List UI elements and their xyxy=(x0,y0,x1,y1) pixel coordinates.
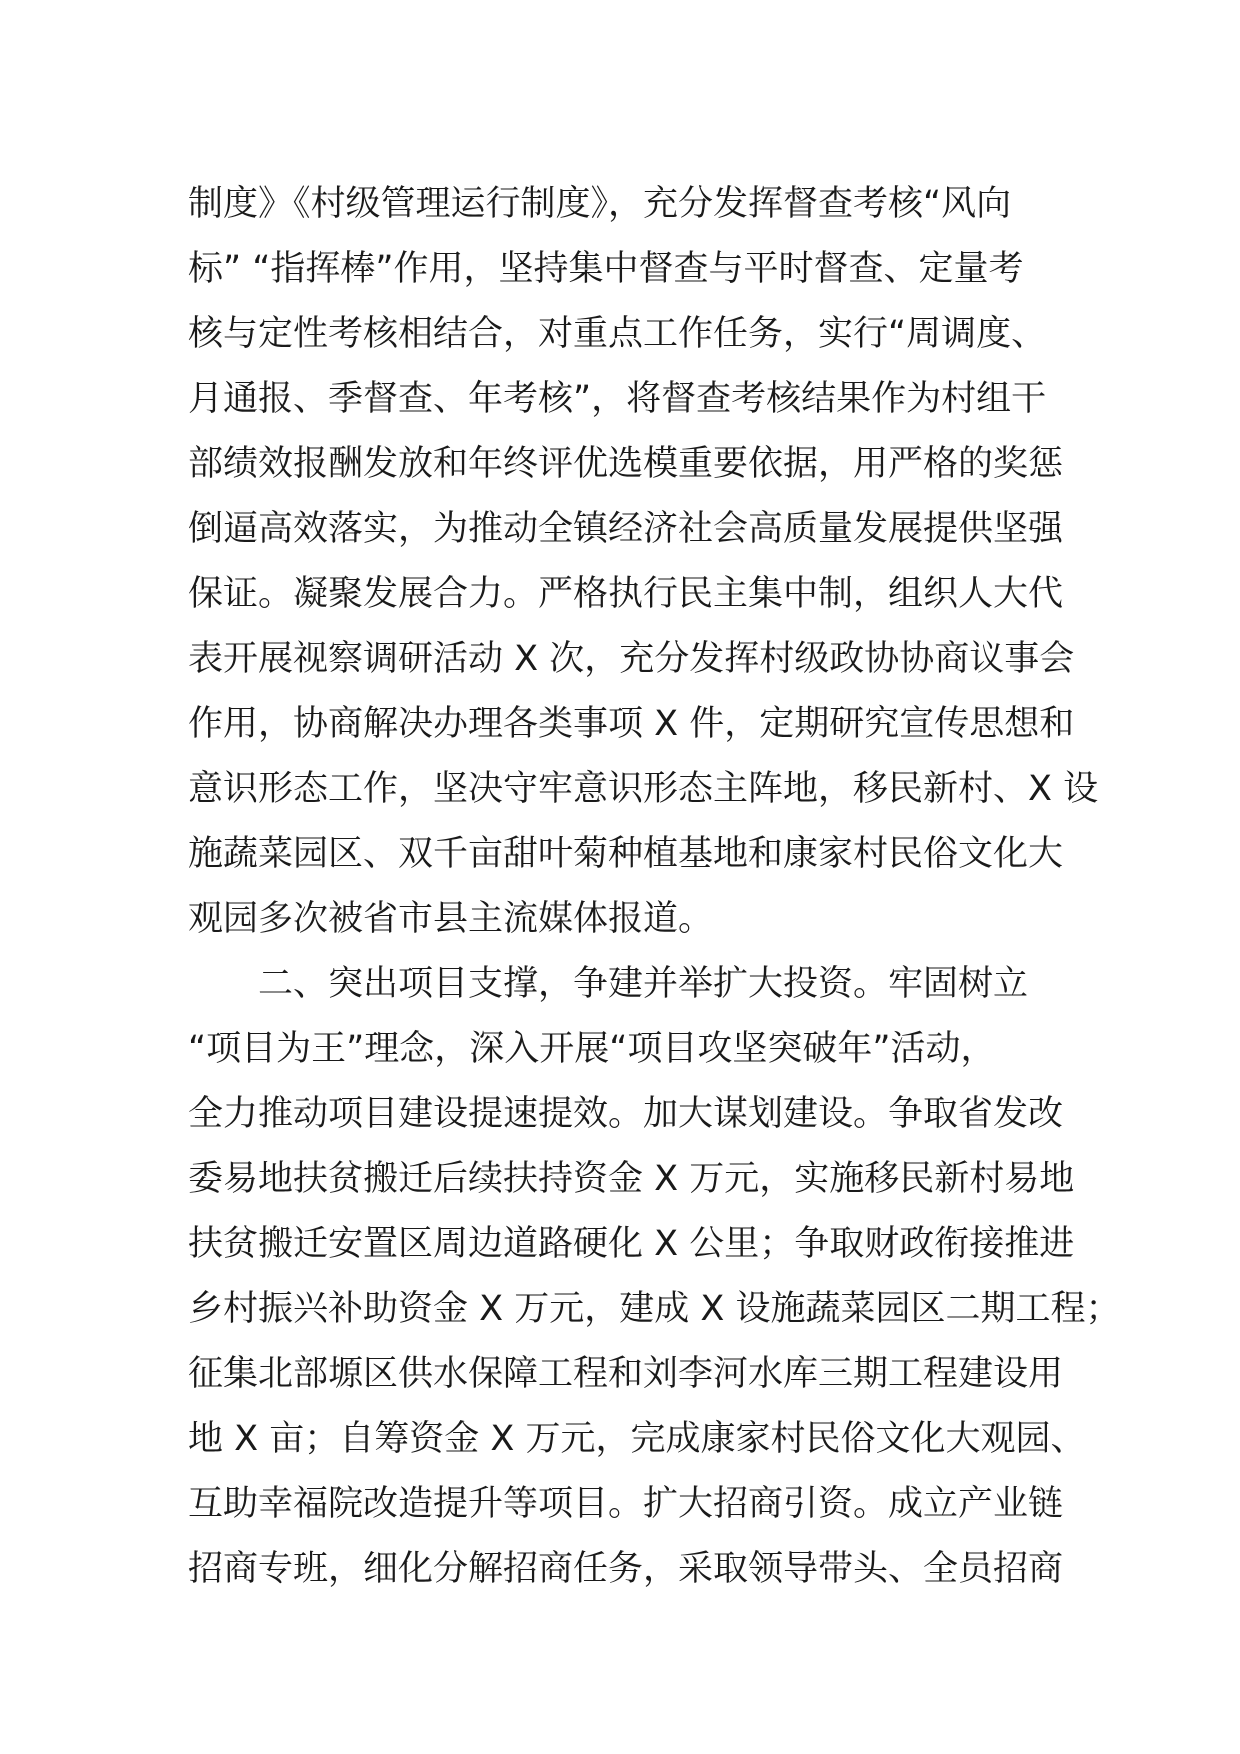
section-heading-line: 二、突出项目支撑，争建并举扩大投资。牢固树立 xyxy=(258,964,1029,1004)
text-line: 互助幸福院改造提升等项目。扩大招商引资。成立产业链 xyxy=(188,1484,1064,1524)
text-line: 乡村振兴补助资金 X 万元，建成 X 设施蔬菜园区二期工程； xyxy=(188,1289,1121,1329)
text-line: 作用，协商解决办理各类事项 X 件，定期研究宣传思想和 xyxy=(188,704,1075,744)
text-line: 倒逼高效落实，为推动全镇经济社会高质量发展提供坚强 xyxy=(188,509,1064,549)
text-line: 委易地扶贫搬迁后续扶持资金 X 万元，实施移民新村易地 xyxy=(188,1159,1075,1199)
text-line: 施蔬菜园区、双千亩甜叶菊种植基地和康家村民俗文化大 xyxy=(188,834,1064,874)
body-text xyxy=(188,172,1121,1602)
text-line: 部绩效报酬发放和年终评优选模重要依据，用严格的奖惩 xyxy=(188,444,1064,484)
text-line: 标” “指挥棒”作用，坚持集中督查与平时督查、定量考 xyxy=(188,249,1024,289)
text-line: 核与定性考核相结合，对重点工作任务，实行“周调度、 xyxy=(188,314,1047,354)
text-line: 地 X 亩；自筹资金 X 万元，完成康家村民俗文化大观园、 xyxy=(188,1419,1086,1459)
text-line: 扶贫搬迁安置区周边道路硬化 X 公里；争取财政衔接推进 xyxy=(188,1224,1075,1264)
text-line: 招商专班，细化分解招商任务，采取领导带头、全员招商 xyxy=(188,1549,1064,1589)
text-line: 意识形态工作，坚决守牢意识形态主阵地，移民新村、X 设 xyxy=(188,769,1099,809)
text-line: 表开展视察调研活动 X 次，充分发挥村级政协协商议事会 xyxy=(188,639,1075,679)
text-line: 观园多次被省市县主流媒体报道。 xyxy=(188,899,714,939)
text-line: 制度》《村级管理运行制度》，充分发挥督查考核“风向 xyxy=(188,184,1012,224)
text-line: 征集北部塬区供水保障工程和刘李河水库三期工程建设用 xyxy=(188,1354,1064,1394)
text-line: 月通报、季督查、年考核”，将督查考核结果作为村组干 xyxy=(188,379,1047,419)
text-line: “项目为王”理念，深入开展“项目攻坚突破年”活动， xyxy=(188,1029,996,1069)
text-line: 全力推动项目建设提速提效。加大谋划建设。争取省发改 xyxy=(188,1094,1064,1134)
text-line: 保证。凝聚发展合力。严格执行民主集中制，组织人大代 xyxy=(188,574,1064,614)
